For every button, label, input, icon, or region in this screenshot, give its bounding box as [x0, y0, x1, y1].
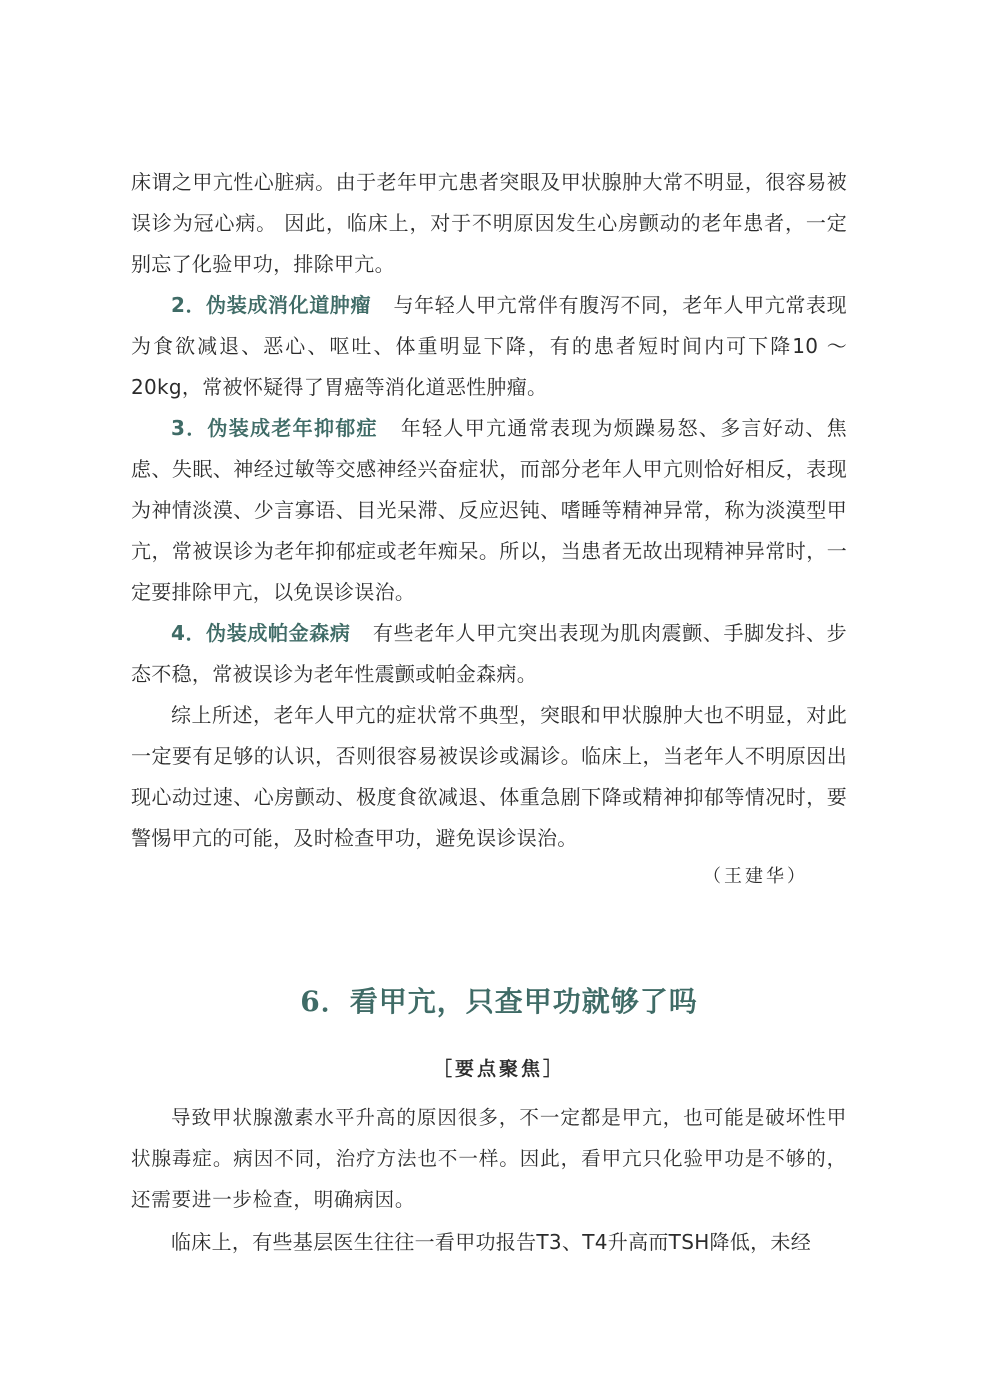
paragraph-parkinson [131, 613, 847, 695]
text-parkinson: 有些老年人甲亢突出表现为肌肉震颤、手脚发抖、步态不稳，常被误诊为老年性震颤或帕金森病。 [131, 621, 847, 686]
author-credit: （王建华） [703, 866, 808, 887]
paragraph-summary: 综上所述，老年人甲亢的症状常不典型，突眼和甲状腺肿大也不明显，对此一定要有足够的认识，否则很容易被误诊或漏诊。临床上，当老年人不明原因出现心动过速、心房颤动、极度食欲减退、体重急剧下降或精神抑郁等情况时，要警惕甲亢的可能，及时检查甲功，避免误诊误治。 [131, 703, 847, 850]
paragraph-digestive-tumor [131, 285, 847, 408]
heading-digestive-tumor: 2．伪装成消化道肿瘤 [171, 293, 372, 317]
paragraph-continuation: 床谓之甲亢性心脏病。由于老年甲亢患者突眼及甲状腺肿大常不明显，很容易被误诊为冠心病。 因此，临床上，对于不明原因发生心房颤动的老年患者，一定别忘了化验甲功，排除甲亢。 [131, 170, 847, 276]
key-points-label: ［要点聚焦］ [432, 1058, 565, 1080]
body-text-bottom [131, 1222, 847, 1263]
body-text-top [131, 162, 847, 859]
text-digestive-tumor: 与年轻人甲亢常伴有腹泻不同，老年人甲亢常表现为食欲减退、恶心、呕吐、体重明显下降，有的患者短时间内可下降10 ～ 20kg，常被怀疑得了胃癌等消化道恶性肿瘤。 [131, 293, 847, 399]
paragraph-clinical: 临床上，有些基层医生往往一看甲功报告T3、T4升高而TSH降低，未经 [171, 1230, 812, 1254]
key-points-paragraph: 导致甲状腺激素水平升高的原因很多，不一定都是甲亢，也可能是破坏性甲状腺毒症。病因不同，治疗方法也不一样。因此，看甲亢只化验甲功是不够的，还需要进一步检查，明确病因。 [131, 1106, 847, 1211]
heading-depression: 3．伪装成老年抑郁症 [171, 416, 378, 440]
key-points-text [131, 1097, 847, 1220]
paragraph-depression [131, 408, 847, 613]
heading-parkinson: 4．伪装成帕金森病 [171, 621, 351, 645]
text-depression: 年轻人甲亢通常表现为烦躁易怒、多言好动、焦虑、失眠、神经过敏等交感神经兴奋症状，而部分老年人甲亢则恰好相反，表现为神情淡漠、少言寡语、目光呆滞、反应迟钝、嗜睡等精神异常，称为淡漠型甲亢，常被误诊为老年抑郁症或老年痴呆。所以，当患者无故出现精神异常时，一定要排除甲亢，以免误诊误治。 [131, 416, 847, 604]
section-title: 6．看甲亢，只查甲功就够了吗 [300, 985, 698, 1018]
